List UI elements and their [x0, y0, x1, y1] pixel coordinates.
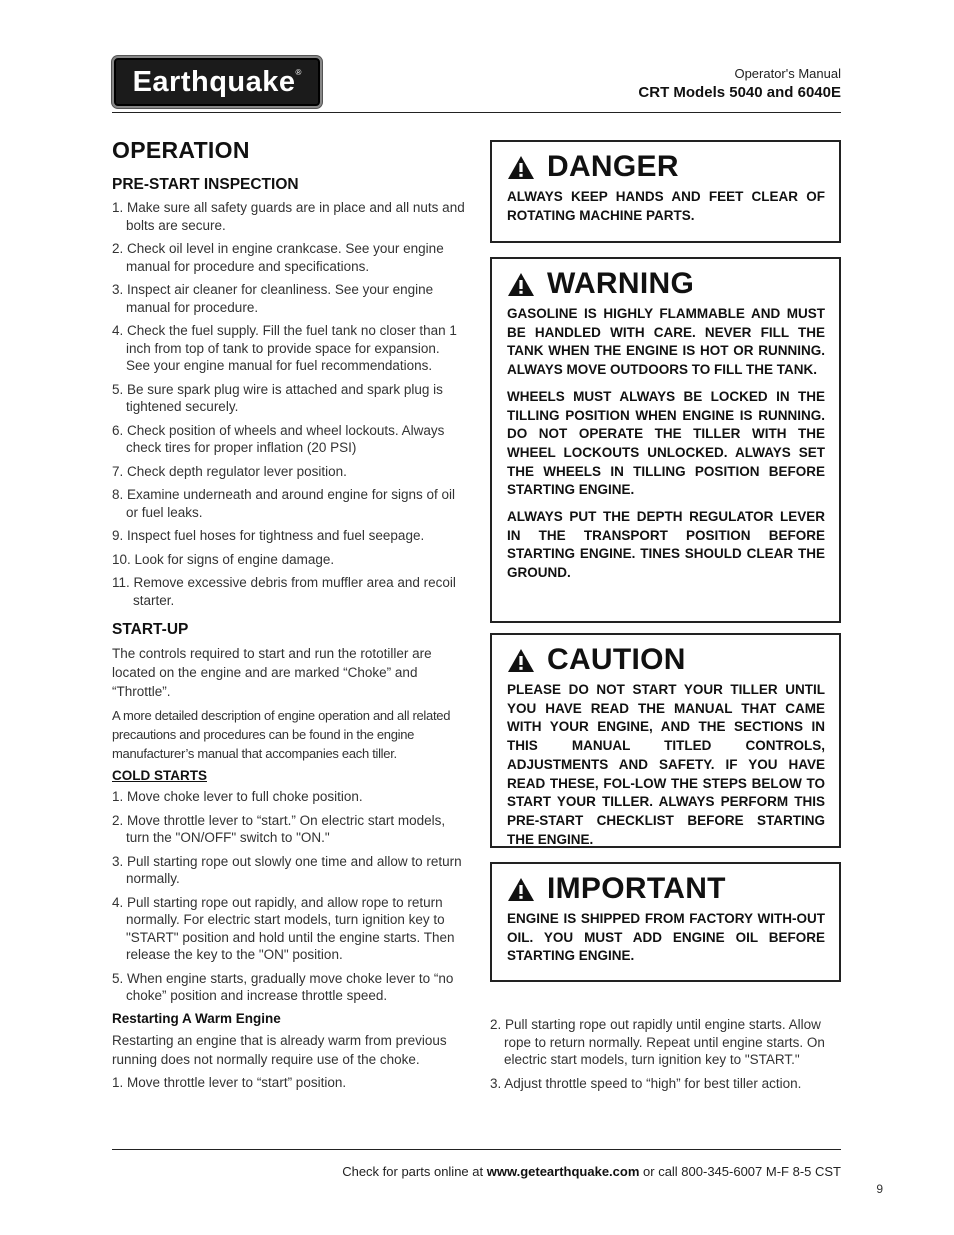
cold-starts-heading: COLD STARTS [112, 768, 207, 783]
start-up-para-2: A more detailed description of engine operation and all related precautions and procedures can be found in the engine manufacturer’s manual that accompanies each tiller. [112, 708, 451, 761]
important-text: ENGINE IS SHIPPED FROM FACTORY WITH-OUT OIL. YOU MUST ADD ENGINE OIL BEFORE STARTING ENGINE. [507, 911, 825, 964]
warning-triangle-icon [507, 648, 535, 673]
warning-text-3: ALWAYS PUT THE DEPTH REGULATOR LEVER IN THE TRANSPORT POSITION BEFORE STARTING ENGINE. TINES SHOULD CLEAR THE GROUND. [507, 509, 825, 581]
warning-text-2: WHEELS MUST ALWAYS BE LOCKED IN THE TILLING POSITION WHEN ENGINE IS RUNNING. DO NOT OPERATE THE TILLER WITH THE WHEEL LOCKOUTS UNLOCKED. ALWAYS SET THE WHEELS IN TILLING POSITION BEFORE STARTING ENGINE. [507, 388, 825, 498]
danger-box [490, 140, 841, 243]
warning-triangle-icon [507, 155, 535, 180]
caution-box [490, 633, 841, 848]
list-item: 10. Look for signs of engine damage. [112, 551, 335, 567]
footer-pre: Check for parts online at [342, 1164, 487, 1179]
footer-text [342, 1164, 841, 1179]
list-item: 3. Pull starting rope out slowly one time and allow to return normally. [112, 853, 462, 886]
list-item: 3. Inspect air cleaner for cleanliness. See your engine manual for procedure. [112, 282, 434, 315]
danger-title-text: DANGER [547, 150, 679, 183]
list-item: 5. Be sure spark plug wire is attached and spark plug is tightened securely. [112, 381, 443, 414]
list-item: 2. Move throttle lever to “start.” On electric start models, turn the "ON/OFF" switch to "ON." [112, 812, 446, 845]
warning-triangle-icon [507, 877, 535, 902]
models-title: CRT Models 5040 and 6040E [638, 84, 841, 101]
header-rule [112, 112, 841, 113]
pre-start-heading: PRE-START INSPECTION [112, 176, 299, 193]
list-item: 1. Make sure all safety guards are in place and all nuts and bolts are secure. [112, 200, 465, 233]
right-column-list [490, 1016, 841, 1098]
danger-text: ALWAYS KEEP HANDS AND FEET CLEAR OF ROTATING MACHINE PARTS. [507, 189, 825, 223]
list-item: 1. Move choke lever to full choke position. [112, 789, 363, 804]
warm-engine-list [112, 1074, 466, 1092]
logo-text: Earthquake [132, 65, 296, 98]
footer-post: or call 800-345-6007 M-F 8-5 CST [639, 1164, 841, 1179]
list-item: 7. Check depth regulator lever position. [112, 463, 347, 479]
section-title: OPERATION [112, 137, 250, 163]
warning-title-text: WARNING [547, 267, 695, 300]
list-item: 8. Examine underneath and around engine for signs of oil or fuel leaks. [112, 487, 455, 520]
list-item: 4. Pull starting rope out rapidly, and allow rope to return normally. For electric start models, turn ignition key to "START" position and hold until the engine starts. Then release the key to the "ON" position. [112, 894, 455, 962]
warning-box [490, 257, 841, 623]
list-item: 5. When engine starts, gradually move choke lever to “no choke” position and increase throttle speed. [112, 970, 454, 1003]
pre-start-list [112, 199, 466, 609]
important-title-text: IMPORTANT [547, 872, 726, 905]
caution-text: PLEASE DO NOT START YOUR TILLER UNTIL YOU HAVE READ THE MANUAL THAT CAME WITH YOUR ENGINE, AND THE SECTIONS IN THIS MANUAL TITLED CONTROLS, ADJUSTMENTS AND SAFETY. IF YOU HAVE READ THESE, FOL-LOW THE STEPS BELOW TO START YOUR TILLER. ALWAYS PERFORM THIS PRE-START CHECKLIST BEFORE STARTING THE ENGINE. [507, 682, 825, 847]
page-number: 9 [876, 1182, 883, 1196]
left-column [112, 137, 466, 1097]
warning-text-1: GASOLINE IS HIGHLY FLAMMABLE AND MUST BE HANDLED WITH CARE. NEVER FILL THE TANK WHEN THE ENGINE IS HOT OR RUNNING. ALWAYS MOVE OUTDOORS TO FILL THE TANK. [507, 306, 825, 378]
caution-title [507, 643, 825, 677]
list-item: 1. Move throttle lever to “start” position. [112, 1074, 347, 1090]
cold-starts-list [112, 788, 466, 1005]
list-item: 2. Check oil level in engine crankcase. See your engine manual for procedure and specifications. [112, 241, 444, 274]
list-item: 2. Pull starting rope out rapidly until engine starts. Allow rope to return normally. Repeat until engine starts. On electric start models, turn ignition key to "START." [490, 1017, 825, 1067]
start-up-heading: START-UP [112, 621, 189, 638]
important-box [490, 862, 841, 982]
start-up-para-1: The controls required to start and run the rototiller are located on the engine and are marked “Choke” and “Throttle”. [112, 646, 432, 699]
list-item: 6. Check position of wheels and wheel lockouts. Always check tires for proper inflation (20 PSI) [112, 422, 445, 455]
footer-rule [112, 1149, 841, 1150]
footer-url: www.getearthquake.com [486, 1164, 640, 1179]
earthquake-logo [112, 56, 322, 108]
warm-engine-para: Restarting an engine that is already warm from previous running does not normally require use of the choke. [112, 1032, 447, 1067]
list-item: 9. Inspect fuel hoses for tightness and fuel seepage. [112, 528, 425, 543]
important-title [507, 872, 825, 906]
warm-engine-heading: Restarting A Warm Engine [112, 1010, 281, 1026]
danger-title [507, 150, 825, 184]
registered-mark: ® [295, 67, 302, 77]
warning-triangle-icon [507, 272, 535, 297]
list-item: 3. Adjust throttle speed to “high” for best tiller action. [490, 1075, 802, 1091]
list-item: 11. Remove excessive debris from muffler area and recoil starter. [112, 575, 456, 608]
list-item: 4. Check the fuel supply. Fill the fuel tank no closer than 1 inch from top of tank to provide space for expansion. See your engine manual for fuel recommendations. [112, 323, 457, 373]
manual-title: Operator's Manual [734, 66, 841, 81]
warning-title [507, 267, 825, 301]
caution-title-text: CAUTION [547, 643, 686, 676]
